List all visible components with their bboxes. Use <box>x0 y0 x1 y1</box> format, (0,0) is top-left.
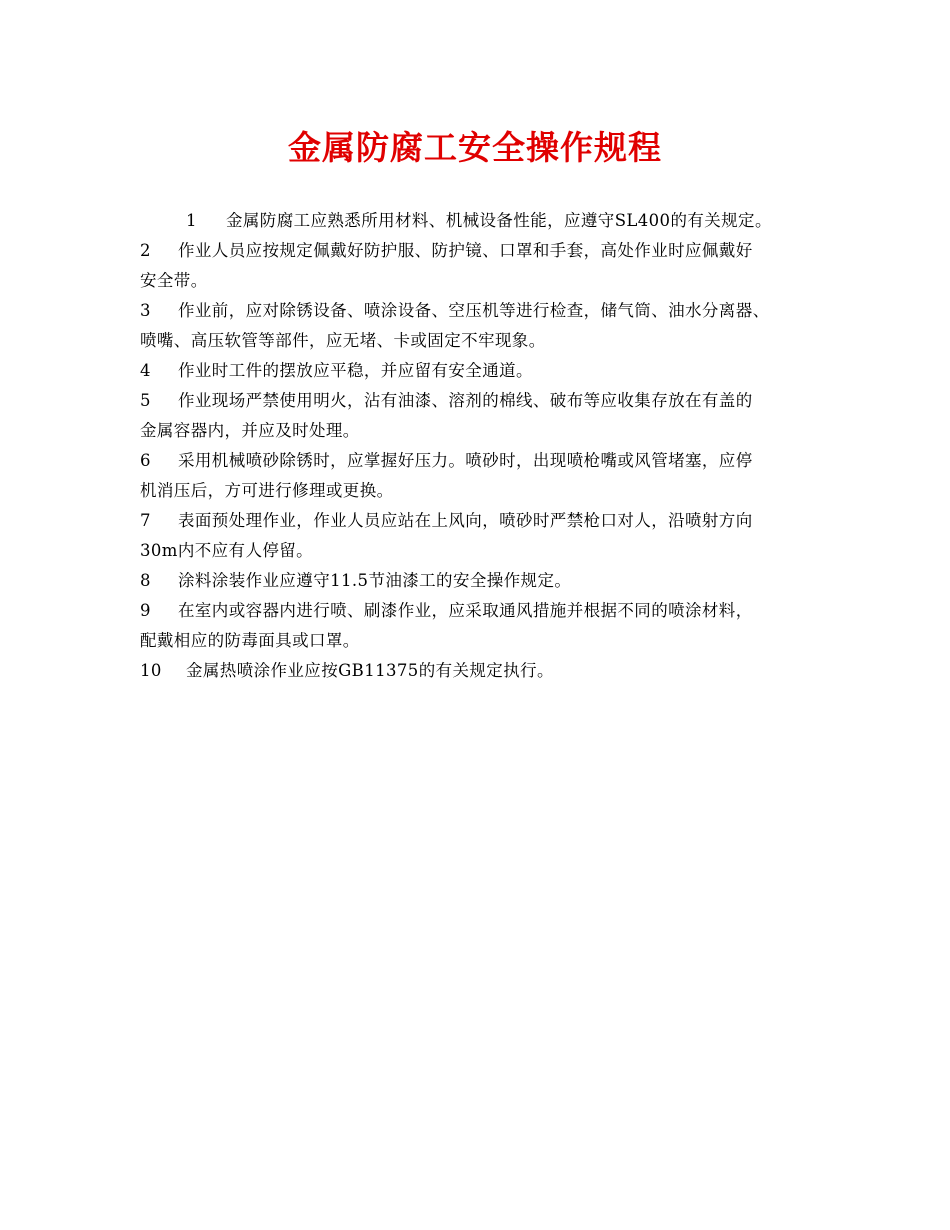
item-line <box>140 356 840 386</box>
item-number: 8 <box>140 571 151 590</box>
list-item <box>140 236 840 296</box>
list-item <box>140 296 840 356</box>
item-line <box>186 206 840 236</box>
list-item <box>140 566 840 596</box>
list-item <box>140 386 840 446</box>
item-line: 30m内不应有人停留。 <box>140 541 314 560</box>
item-number: 5 <box>140 391 151 410</box>
item-text: 金属热喷涂作业应按GB11375的有关规定执行。 <box>186 661 554 680</box>
item-line <box>140 386 840 416</box>
item-text: 作业现场严禁使用明火，沾有油漆、溶剂的棉线、破布等应收集存放在有盖的 <box>178 391 753 410</box>
item-number: 1 <box>186 211 197 230</box>
item-line: 机消压后，方可进行修理或更换。 <box>140 481 394 500</box>
item-line <box>140 506 840 536</box>
item-line <box>140 596 840 626</box>
item-line: 金属容器内，并应及时处理。 <box>140 421 360 440</box>
item-line: 配戴相应的防毒面具或口罩。 <box>140 631 360 650</box>
item-number: 2 <box>140 241 151 260</box>
item-text: 在室内或容器内进行喷、刷漆作业，应采取通风措施并根据不同的喷涂材料， <box>178 601 753 620</box>
item-line <box>140 446 840 476</box>
item-line <box>140 656 840 686</box>
list-item <box>140 506 840 566</box>
item-text: 金属防腐工应熟悉所用材料、机械设备性能，应遵守SL400的有关规定。 <box>226 211 772 230</box>
list-item <box>140 596 840 656</box>
list-item <box>140 206 840 236</box>
item-line <box>140 566 840 596</box>
item-text: 表面预处理作业，作业人员应站在上风向，喷砂时严禁枪口对人，沿喷射方向 <box>178 511 753 530</box>
item-number: 9 <box>140 601 151 620</box>
list-item <box>140 656 840 686</box>
item-text: 涂料涂装作业应遵守11.5节油漆工的安全操作规定。 <box>178 571 572 590</box>
item-number: 6 <box>140 451 151 470</box>
item-line: 安全带。 <box>140 271 208 290</box>
item-number: 7 <box>140 511 151 530</box>
item-text: 作业前，应对除锈设备、喷涂设备、空压机等进行检查，储气筒、油水分离器、 <box>178 301 770 320</box>
item-number: 10 <box>140 661 162 680</box>
page-title: 金属防腐工安全操作规程 <box>288 128 662 167</box>
item-text: 作业人员应按规定佩戴好防护服、防护镜、口罩和手套，高处作业时应佩戴好 <box>178 241 753 260</box>
item-number: 4 <box>140 361 151 380</box>
list-item <box>140 446 840 506</box>
item-text: 采用机械喷砂除锈时，应掌握好压力。喷砂时，出现喷枪嘴或风管堵塞，应停 <box>178 451 753 470</box>
list-item <box>140 356 840 386</box>
item-text: 作业时工件的摆放应平稳，并应留有安全通道。 <box>178 361 533 380</box>
item-line <box>140 236 840 266</box>
rules-list <box>140 206 840 686</box>
item-line: 喷嘴、高压软管等部件，应无堵、卡或固定不牢现象。 <box>140 331 546 350</box>
item-line <box>140 296 840 326</box>
item-number: 3 <box>140 301 151 320</box>
